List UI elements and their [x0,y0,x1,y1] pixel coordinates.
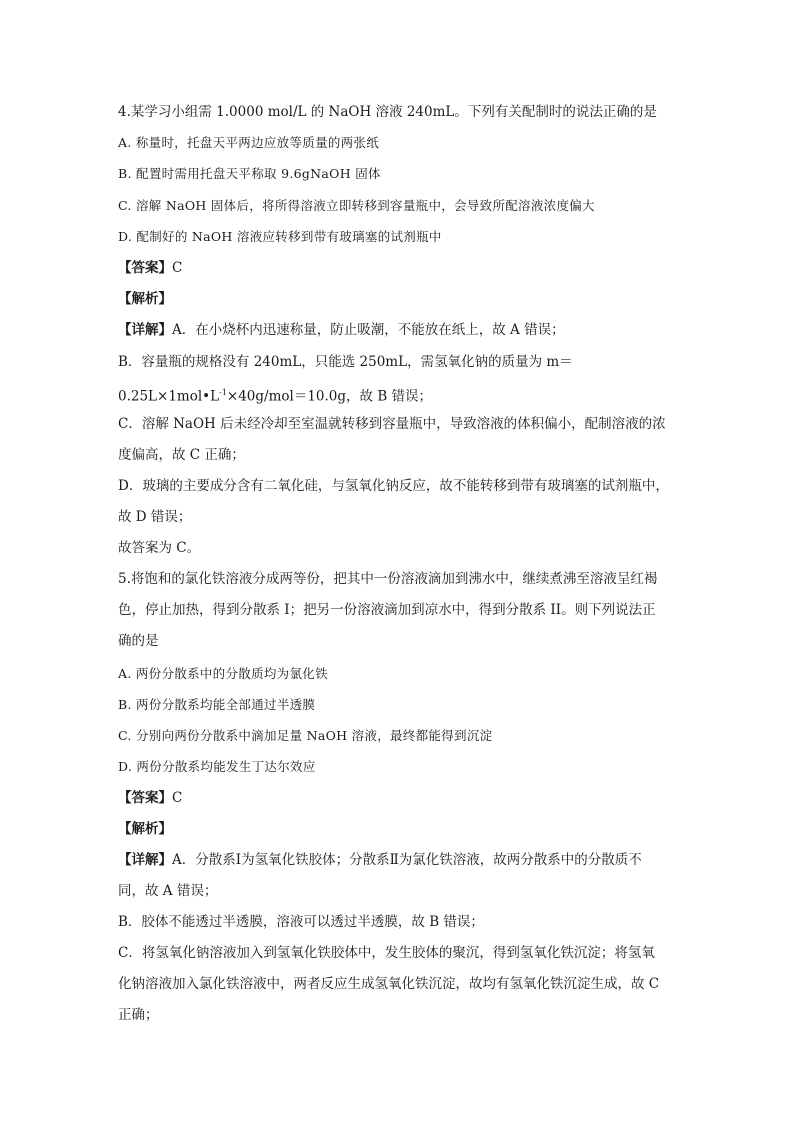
formula-superscript: -1 [219,388,227,397]
q5-option-a: A. 两份分散系中的分散质均为氯化铁 [118,666,328,681]
q5-option-b: B. 两份分散系均能全部通过半透膜 [118,697,316,712]
detail-text: A．分散系Ⅰ为氢氧化铁胶体；分散系Ⅱ为氯化铁溶液，故两分散系中的分散质不 [172,852,642,868]
q5-detail-line: 同，故 A 错误； [118,883,218,899]
q4-analysis-label: 【解析】 [118,291,172,307]
q4-stem: 4.某学习小组需 1.0000 mol/L 的 NaOH 溶液 240mL。下列有关配制时的说法正确的是 [118,104,657,120]
q4-option-c: C. 溶解 NaOH 固体后，将所得溶液立即转移到容量瓶中，会导致所配溶液浓度偏大 [118,198,595,213]
q5-detail-line: 正确； [118,1007,159,1023]
q5-stem-line: 确的是 [118,633,159,649]
q4-detail-line: D．玻璃的主要成分含有二氧化硅，与氢氧化钠反应，故不能转移到带有玻璃塞的试剂瓶中， [118,478,669,494]
q4-answer [118,258,678,278]
detail-label: 【详解】 [118,322,172,338]
q5-detail-line: C．将氢氧化钠溶液加入到氢氧化铁胶体中，发生胶体的聚沉，得到氢氧化铁沉淀；将氢氧 [118,945,655,961]
q5-option-c: C. 分别向两份分散系中滴加足量 NaOH 溶液，最终都能得到沉淀 [118,728,493,743]
q4-conclusion: 故答案为 C。 [118,540,201,556]
formula-part: 0.25L×1mol•L [118,388,220,405]
q4-option-a: A. 称量时，托盘天平两边应放等质量的两张纸 [118,135,380,150]
q4-option-d: D. 配制好的 NaOH 溶液应转移到带有玻璃塞的试剂瓶中 [118,229,442,244]
q5-detail-line: B．胶体不能透过半透膜，溶液可以透过半透膜，故 B 错误； [118,914,484,930]
q5-stem-line: 5.将饱和的氯化铁溶液分成两等份，把其中一份溶液滴加到沸水中，继续煮沸至溶液呈红褐 [118,571,658,587]
answer-label: 【答案】 [118,260,172,276]
answer-value: C [172,790,183,806]
answer-value: C [172,260,183,276]
detail-text: A．在小烧杯内迅速称量，防止吸潮，不能放在纸上，故 A 错误； [172,322,565,338]
q4-detail-line [118,383,678,407]
detail-label: 【详解】 [118,852,172,868]
q4-detail-line: 故 D 错误； [118,509,192,525]
answer-label: 【答案】 [118,790,172,806]
q5-option-d: D. 两份分散系均能发生丁达尔效应 [118,759,316,774]
q4-option-b: B. 配置时需用托盘天平称取 9.6gNaOH 固体 [118,166,381,181]
q5-detail-line: 化钠溶液加入氯化铁溶液中，两者反应生成氢氧化铁沉淀，故均有氢氧化铁沉淀生成，故 C [118,976,660,992]
q5-answer [118,788,678,808]
q5-analysis-label: 【解析】 [118,821,172,837]
q4-detail-line: C．溶解 NaOH 后未经冷却至室温就转移到容量瓶中，导致溶液的体积偏小，配制溶液的浓 [118,416,666,432]
q5-detail-line [118,850,678,870]
formula-part: ×40g/mol＝10.0g，故 B 错误； [226,388,433,405]
q5-stem-line: 色，停止加热，得到分散系 I；把另一份溶液滴加到凉水中，得到分散系 II。则下列说法正 [118,602,656,618]
q4-detail-line: B．容量瓶的规格没有 240mL，只能选 250mL，需氢氧化钠的质量为 m＝ [118,354,573,370]
q4-detail-line [118,320,678,340]
q4-detail-line: 度偏高，故 C 正确； [118,447,245,463]
